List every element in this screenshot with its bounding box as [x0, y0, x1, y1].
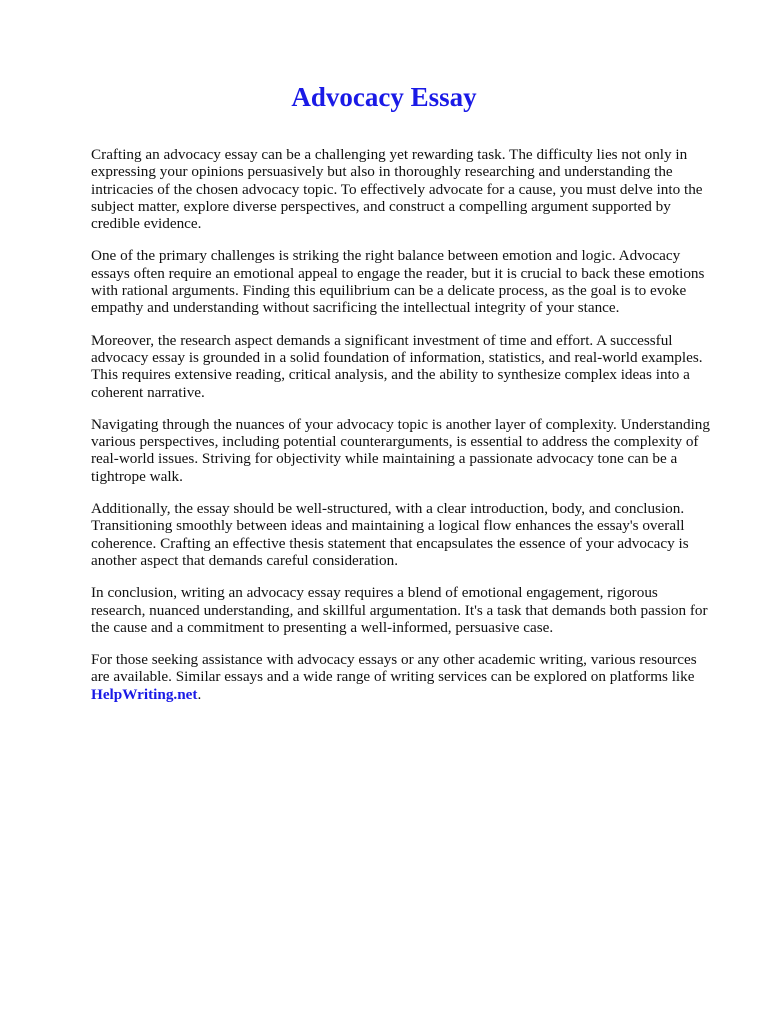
paragraph-3: Moreover, the research aspect demands a significant investment of time and effort. A successful advocacy essay is grounded in a solid foundation of information, statistics, and real-world examples. This requires extensive reading, critical analysis, and the ability to synthesize complex ideas into a coherent narrative.: [91, 331, 703, 401]
paragraph-7-text: For those seeking assistance with advocacy essays or any other academic writing, various resources are available. Similar essays and a wide range of writing services can be explored on platforms like: [91, 651, 697, 686]
paragraph-1: Crafting an advocacy essay can be a challenging yet rewarding task. The difficulty lies not only in expressing your opinions persuasively but also in thoroughly researching and understanding the intricacies of the chosen advocacy topic. To effectively advocate for a cause, you must delve into the subject matter, explore diverse perspectives, and construct a compelling argument supported by credible evidence.: [91, 146, 703, 233]
paragraph-6: In conclusion, writing an advocacy essay requires a blend of emotional engagement, rigorous research, nuanced understanding, and skillful argumentation. It's a task that demands both passion for the cause and a commitment to presenting a well-informed, persuasive case.: [91, 584, 708, 636]
paragraph-2: One of the primary challenges is striking the right balance between emotion and logic. Advocacy essays often require an emotional appeal to engage the reader, but it is crucial to back these emotions with rational arguments. Finding this equilibrium can be a delicate process, as the goal is to evoke empathy and understanding without sacrificing the intellectual integrity of your stance.: [91, 247, 705, 317]
helpwriting-link[interactable]: HelpWriting.net: [91, 685, 198, 703]
paragraph-7-suffix: .: [197, 685, 202, 703]
paragraph-7: [91, 651, 711, 703]
paragraph-5: Additionally, the essay should be well-structured, with a clear introduction, body, and conclusion. Transitioning smoothly between ideas and maintaining a logical flow enhances the essay's overall coherence. Crafting an effective thesis statement that encapsulates the essence of your advocacy is another aspect that demands careful consideration.: [91, 500, 689, 569]
paragraph-4: Navigating through the nuances of your advocacy topic is another layer of complexity. Understanding various perspectives, including potential counterarguments, is essential to address the complexity of real-world issues. Striving for objectivity while maintaining a passionate advocacy tone can be a tightrope walk.: [91, 415, 710, 485]
page-title: Advocacy Essay: [291, 82, 477, 112]
document-body: [91, 146, 711, 718]
